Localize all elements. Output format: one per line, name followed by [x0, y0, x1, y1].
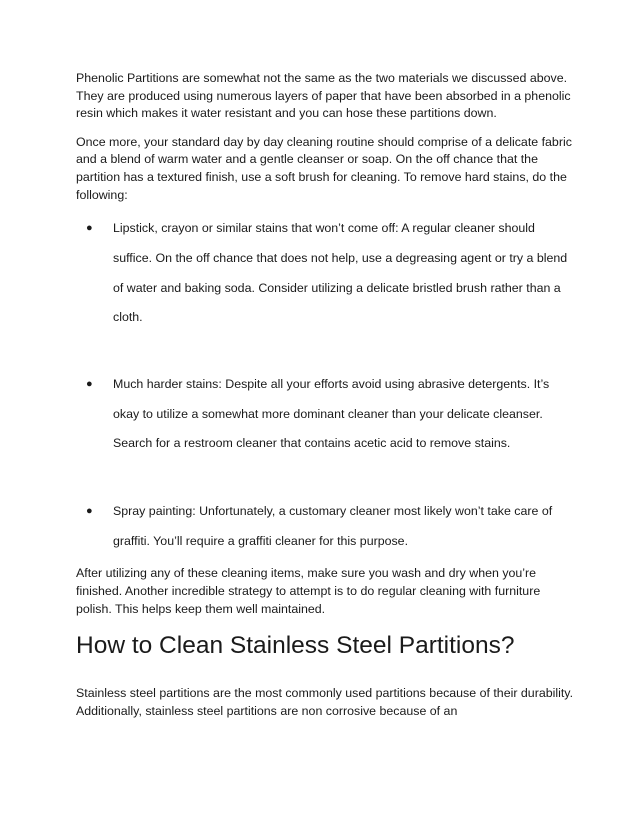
- list-item: [76, 497, 576, 556]
- document-page: [76, 70, 576, 720]
- paragraph-daily-cleaning: Once more, your standard day by day cleaning routine should comprise of a delicate fabric and a blend of warm water and a gentle cleanser or soap. On the off chance that the partition has a textured finish, use a soft brush for cleaning. To remove hard stains, do the following:: [76, 134, 572, 202]
- list-item: [76, 214, 576, 333]
- bullet-icon: ●: [86, 222, 93, 235]
- list-item: [76, 370, 576, 459]
- paragraph-stainless-steel: Stainless steel partitions are the most commonly used partitions because of their durability. Additionally, stainless steel partitions are non corrosive because of an: [76, 686, 574, 718]
- list-item-text: Spray painting: Unfortunately, a customary cleaner most likely won’t take care of graffiti. You’ll require a graffiti cleaner for this purpose.: [113, 504, 553, 548]
- stain-removal-list: [76, 214, 576, 556]
- section-heading: How to Clean Stainless Steel Partitions?: [76, 632, 515, 660]
- paragraph-phenolic-intro: Phenolic Partitions are somewhat not the same as the two materials we discussed above. They are produced using numerous layers of paper that have been absorbed in a phenolic resin which makes it water resistant and you can hose these partitions down.: [76, 71, 571, 121]
- paragraph-after-cleaning: After utilizing any of these cleaning items, make sure you wash and dry when you’re finished. Another incredible strategy to attempt is to do regular cleaning with furniture polish. This helps keep them well maintained.: [76, 566, 541, 616]
- list-item-text: Lipstick, crayon or similar stains that won’t come off: A regular cleaner should suffice. On the off chance that does not help, use a degreasing agent or try a blend of water and baking soda. Consider utilizing a delicate bristled brush rather than a cloth.: [113, 221, 568, 325]
- list-item-text: Much harder stains: Despite all your efforts avoid using abrasive detergents. It’s okay to utilize a somewhat more dominant cleaner than your delicate cleanser. Search for a restroom cleaner that contains acetic acid to remove stains.: [113, 376, 550, 451]
- bullet-icon: ●: [86, 505, 93, 518]
- bullet-icon: ●: [86, 377, 93, 390]
